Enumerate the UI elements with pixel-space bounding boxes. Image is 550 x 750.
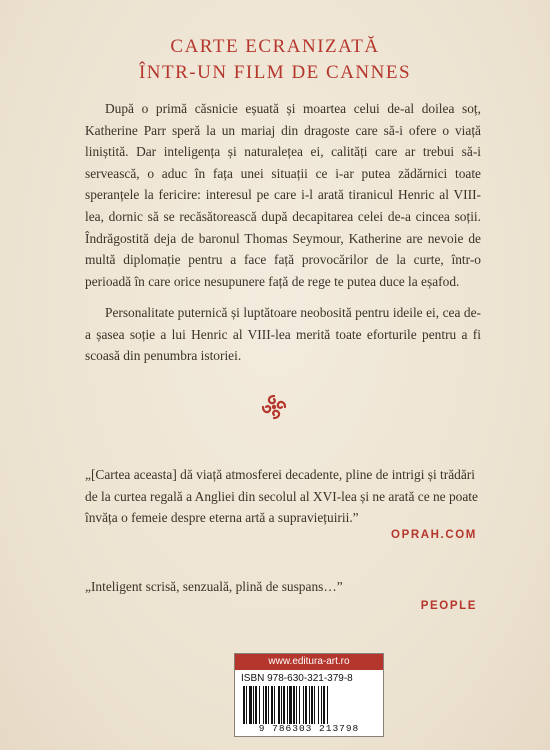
fleuron-ornament-icon [259, 392, 289, 422]
review-source-2: PEOPLE [420, 600, 477, 612]
publisher-website: www.editura-art.ro [235, 654, 383, 670]
description-paragraph-2: Personalitate puternică și luptătoare neobosită pentru ideile ei, cea de-a șasea soție a lui Henric al VIII-lea merită toate eforturile pentru a fi scoasă din penumbra istoriei. [85, 305, 481, 364]
headline-line-2: ÎNTR-UN FILM DE CANNES [138, 62, 412, 83]
review-quote-1: „[Cartea aceasta] dă viață atmosferei decadente, pline de intrigi și trădări de la curtea regală a Angliei din secolul al XVI-lea și ne arată ce ne poate învăța o femeie despre eterna artă a supraviețuirii.” [85, 467, 478, 526]
description-paragraph-1: După o primă căsnicie eșuată și moartea celui de-al doilea soț, Katherine Parr speră la un mariaj din dragoste care să-i ofere o viață liniștită. Dar inteligența și naturalețea ei, calități care ar trebui să-i servească, o aduc în fața unei situații ce i-ar putea zădărnici toate speranțele la fericire: interesul pe care i-l arată tiranicul Henric al VIII-lea, dornic să se recăsătorească după decapitarea celei de-a cincea soții. Îndrăgostită deja de baronul Thomas Seymour, Katherine are nevoie de multă diplomație pentru a face față provocărilor de la curte, într-o perioadă în care orice nesupunere față de rege te putea duce la eșafod. [85, 101, 481, 289]
barcode-icon [239, 686, 379, 724]
isbn-barcode-box [234, 653, 384, 737]
barcode-digits: 9 786303 213798 [258, 723, 360, 734]
headline-line-1: CARTE ECRANIZATĂ [170, 36, 380, 57]
review-quote-2: „Inteligent scrisă, senzuală, plină de suspans…” [85, 579, 343, 594]
review-source-1: OPRAH.COM [391, 529, 477, 541]
isbn-number: ISBN 978-630-321-379-8 [241, 673, 353, 684]
